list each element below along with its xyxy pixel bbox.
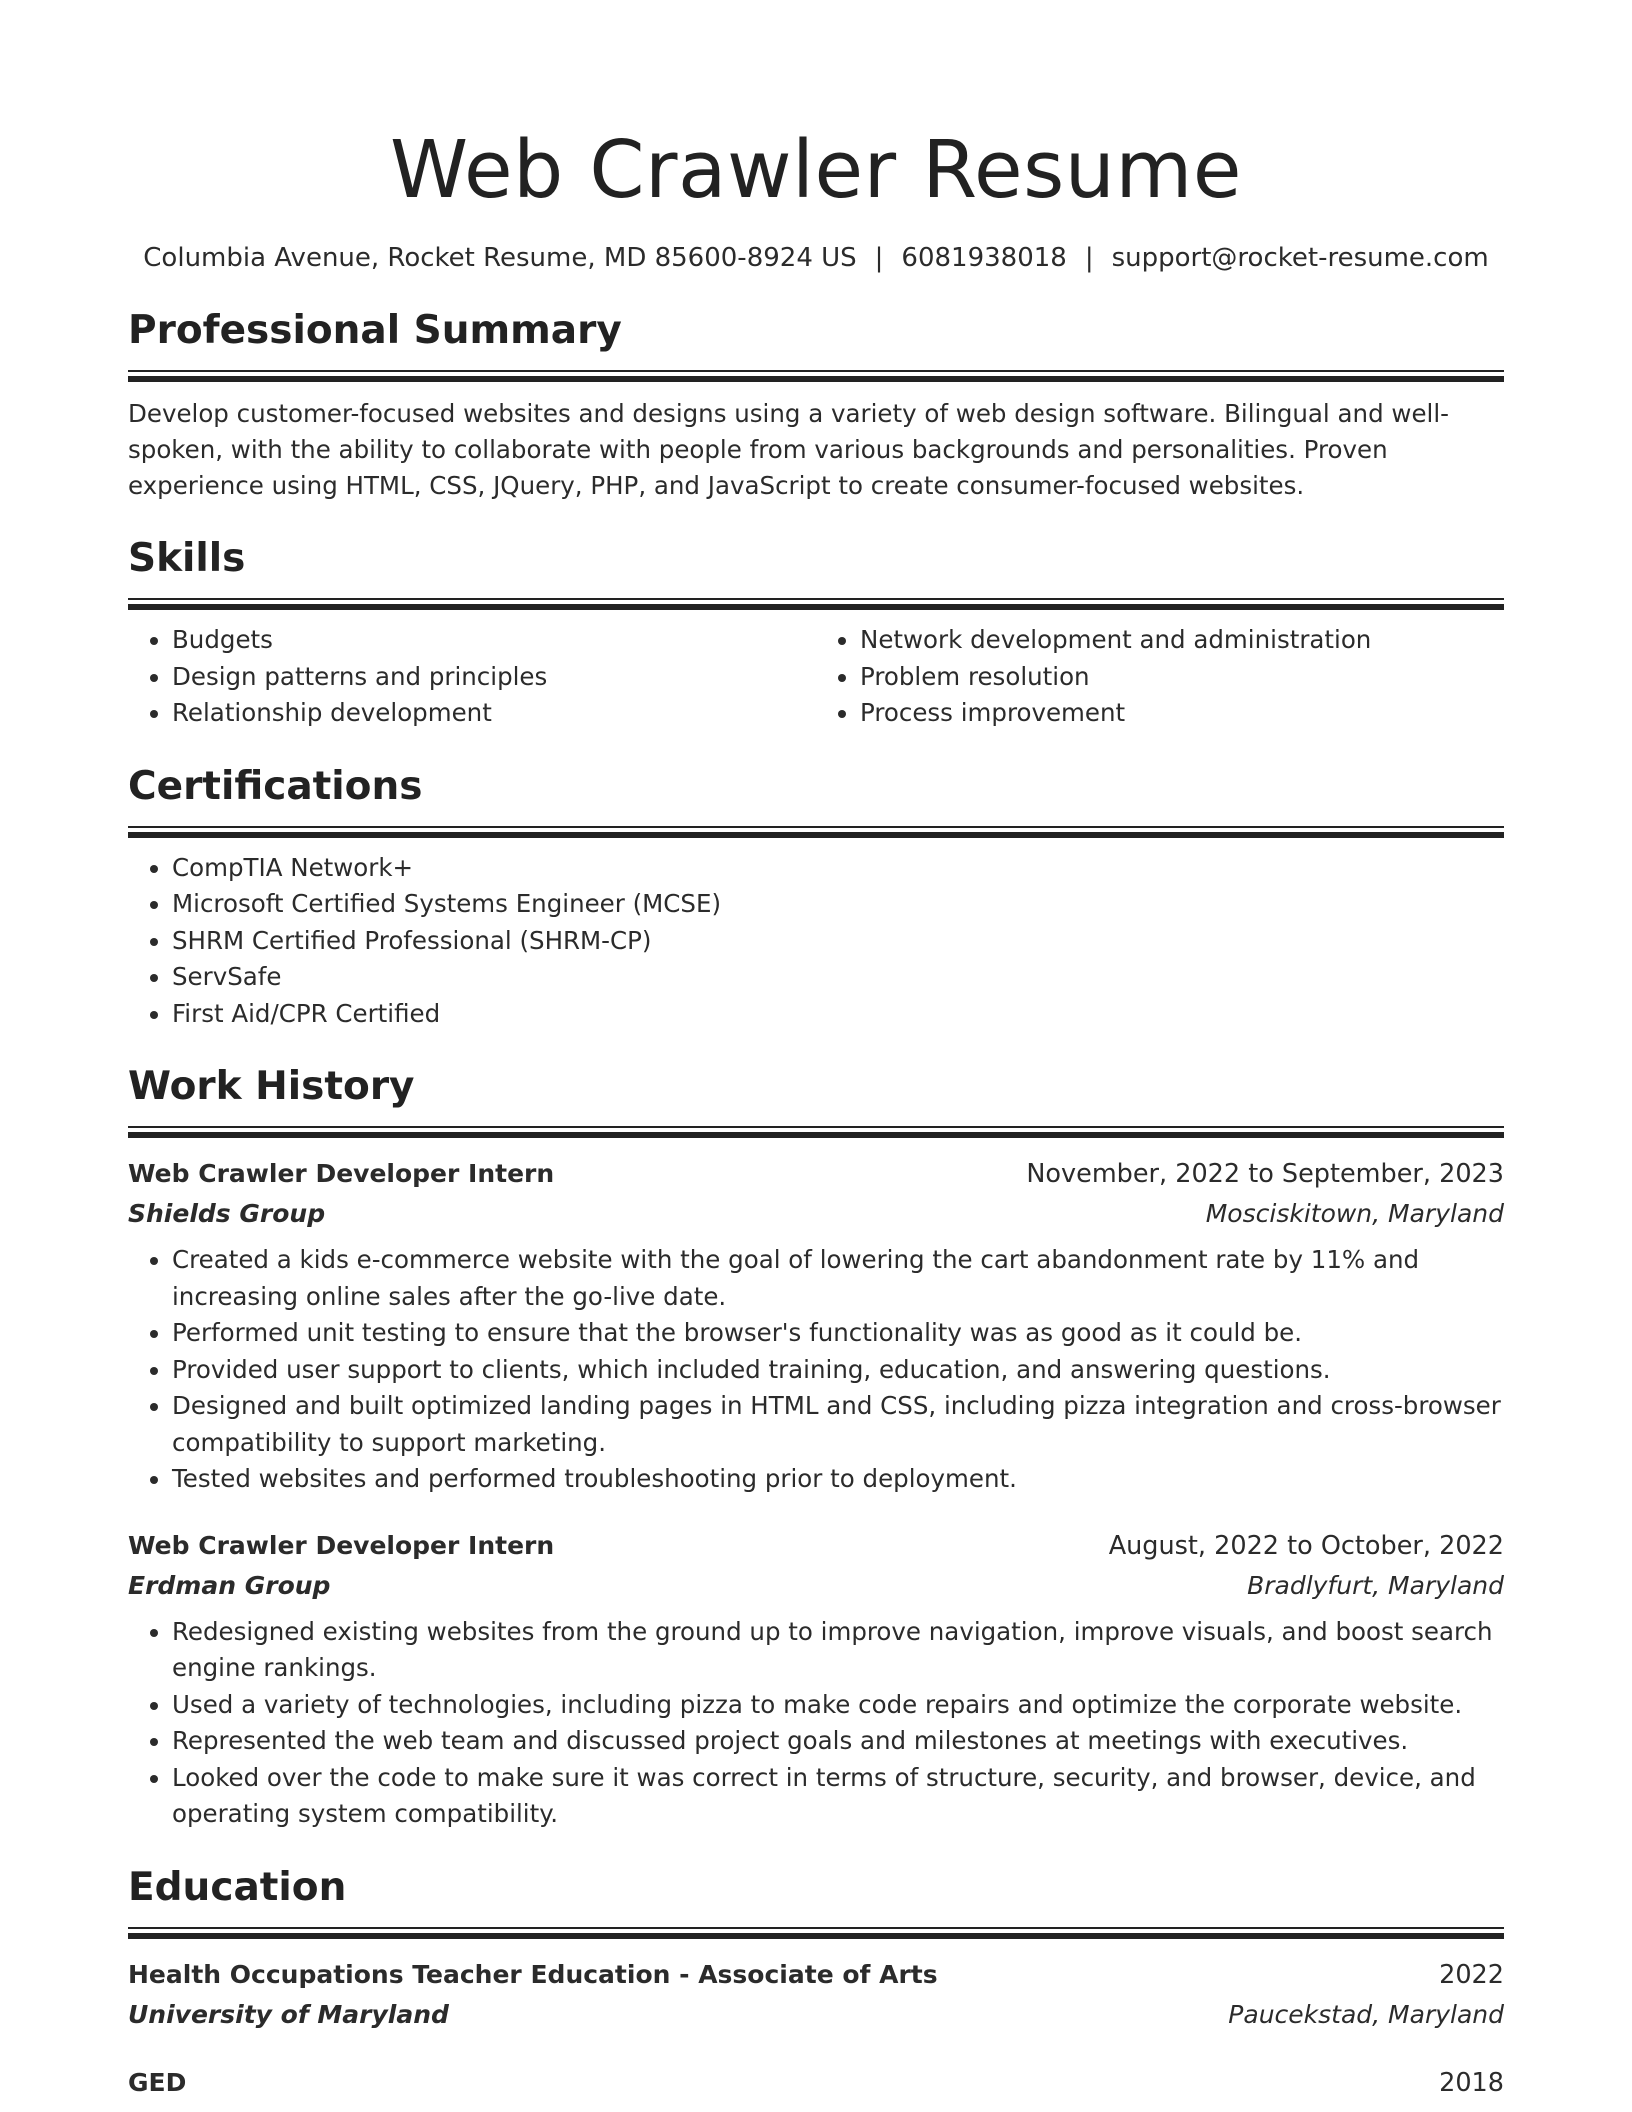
list-item: • Represented the web team and discussed project goals and milestones at meetings with executives. [172,1723,1504,1760]
list-item: • Relationship development [172,695,816,732]
graduation-year: 2022 [1439,1959,1504,1990]
separator: | [1084,243,1094,273]
section-title: Certifications [128,763,423,809]
job-entry [128,1526,1504,1833]
education-entry [128,1955,1504,2035]
section-divider [128,1927,1504,1939]
job-dates: August, 2022 to October, 2022 [1108,1530,1504,1561]
list-item: • Tested websites and performed troubleshooting prior to deployment. [172,1461,1504,1498]
resume-title: Web Crawler Resume [390,124,1242,216]
list-item: • Created a kids e-commerce website with the goal of lowering the cart abandonment rate by 11% and increasing online sales after the go-live date. [172,1242,1504,1315]
education-subheader [128,1995,1504,2035]
section-divider [128,1126,1504,1138]
summary-text: Develop customer-focused websites and designs using a variety of web design software. Bilingual and well-spoken, with the ability to collaborate with people from various backgrounds and personalities. Proven experience using HTML, CSS, JQuery, PHP, and JavaScript to create consumer-focused websites. [128,399,1449,500]
job-title: Web Crawler Developer Intern [128,1159,555,1188]
education-header [128,2063,1504,2103]
list-item: • Looked over the code to make sure it was correct in terms of structure, security, and browser, device, and operating system compatibility. [172,1760,1504,1833]
job-company: Shields Group [128,1199,326,1228]
section-title: Professional Summary [128,308,622,353]
list-item: • Redesigned existing websites from the ground up to improve navigation, improve visuals, and boost search engine rankings. [172,1614,1504,1687]
job-bullets [128,1614,1504,1833]
degree: GED [128,2067,187,2097]
separator: | [874,243,884,273]
job-location: Mosciskitown, Maryland [1205,1199,1504,1228]
section-title: Skills [128,536,246,581]
degree: Health Occupations Teacher Education - Associate of Arts [128,1959,938,1989]
list-item: • ServSafe [172,959,1504,996]
list-item: • Process improvement [860,695,1504,732]
job-subheader [128,1194,1504,1234]
job-subheader [128,1566,1504,1606]
list-item: • SHRM Certified Professional (SHRM-CP) [172,923,1504,960]
job-entry [128,1154,1504,1498]
phone: 6081938018 [901,243,1067,273]
list-item: • Network development and administration [860,622,1504,659]
job-header [128,1154,1504,1194]
section-title: Work History [128,1064,415,1109]
section-divider [128,826,1504,838]
list-item: • First Aid/CPR Certified [172,996,1504,1033]
section-divider [128,598,1504,610]
school-location: Paucekstad, Maryland [1228,1999,1504,2029]
list-item: • CompTIA Network+ [172,850,1504,887]
contact-line [128,238,1504,278]
education-entry [128,2063,1504,2103]
graduation-year: 2018 [1439,2067,1504,2098]
job-dates: November, 2022 to September, 2023 [1026,1159,1504,1189]
job-bullets [128,1242,1504,1498]
education-header [128,1955,1504,1995]
school: University of Maryland [128,1999,449,2029]
list-item: • Problem resolution [860,659,1504,696]
email: support@rocket-resume.com [1111,243,1489,273]
job-company: Erdman Group [128,1570,331,1600]
certifications-list [128,850,1504,1033]
skills-columns [128,610,1504,732]
skills-list-left [128,622,816,732]
certifications-section [128,762,1504,1033]
skills-section [128,534,1504,732]
section-title: Education [128,1864,347,1910]
skills-list-right [816,622,1504,732]
list-item: • Designed and built optimized landing pages in HTML and CSS, including pizza integration and cross-browser compatibility to support marketing. [172,1388,1504,1461]
education-section [128,1863,1504,2103]
list-item: • Microsoft Certified Systems Engineer (MCSE) [172,886,1504,923]
summary-section [128,306,1504,504]
list-item: • Performed unit testing to ensure that the browser's functionality was as good as it could be. [172,1315,1504,1352]
list-item: • Design patterns and principles [172,659,816,696]
job-title: Web Crawler Developer Intern [128,1530,555,1560]
address: Columbia Avenue, Rocket Resume, MD 85600-8924 US [143,243,857,273]
list-item: • Used a variety of technologies, including pizza to make code repairs and optimize the corporate website. [172,1687,1504,1724]
list-item: • Budgets [172,622,816,659]
job-header [128,1526,1504,1566]
work-history-section [128,1062,1504,1833]
section-divider [128,370,1504,382]
job-location: Bradlyfurt, Maryland [1247,1570,1504,1600]
list-item: • Provided user support to clients, which included training, education, and answering questions. [172,1352,1504,1389]
